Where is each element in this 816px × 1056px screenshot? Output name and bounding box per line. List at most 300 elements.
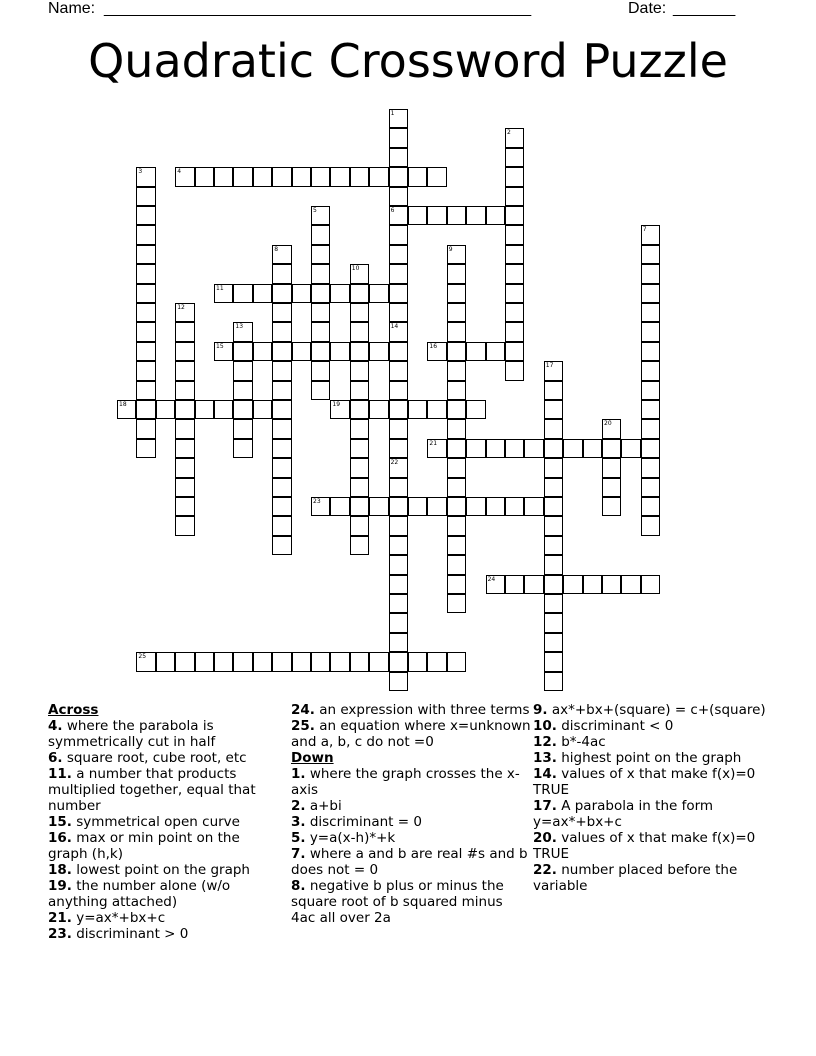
- crossword-cell[interactable]: [311, 322, 330, 341]
- crossword-cell[interactable]: [389, 361, 408, 380]
- crossword-cell[interactable]: [136, 400, 155, 419]
- crossword-cell[interactable]: [369, 497, 388, 516]
- crossword-cell[interactable]: [466, 497, 485, 516]
- crossword-cell[interactable]: [311, 245, 330, 264]
- crossword-cell[interactable]: [389, 342, 408, 361]
- crossword-cell[interactable]: [544, 633, 563, 652]
- clue-number: 18.: [48, 862, 72, 878]
- clue-number: 7.: [291, 846, 306, 862]
- crossword-cell[interactable]: [486, 342, 505, 361]
- crossword-cell[interactable]: [389, 439, 408, 458]
- crossword-cell[interactable]: [311, 225, 330, 244]
- crossword-cell[interactable]: [427, 400, 446, 419]
- crossword-cell[interactable]: [369, 652, 388, 671]
- crossword-cell[interactable]: [389, 206, 408, 225]
- crossword-cell[interactable]: [641, 264, 660, 283]
- crossword-cell[interactable]: [136, 381, 155, 400]
- crossword-cell[interactable]: [447, 575, 466, 594]
- crossword-cell[interactable]: [641, 439, 660, 458]
- crossword-cell[interactable]: [389, 187, 408, 206]
- crossword-cell[interactable]: [602, 419, 621, 438]
- crossword-cell[interactable]: [505, 187, 524, 206]
- crossword-cell[interactable]: [369, 284, 388, 303]
- crossword-cell[interactable]: [544, 555, 563, 574]
- crossword-cell[interactable]: [641, 361, 660, 380]
- crossword-cell[interactable]: [369, 400, 388, 419]
- crossword-cell[interactable]: [195, 167, 214, 186]
- crossword-cell[interactable]: [389, 478, 408, 497]
- crossword-cell[interactable]: [369, 342, 388, 361]
- crossword-cell[interactable]: [447, 478, 466, 497]
- crossword-cell[interactable]: [466, 206, 485, 225]
- crossword-cell[interactable]: [641, 284, 660, 303]
- crossword-cell[interactable]: [427, 497, 446, 516]
- crossword-cell[interactable]: [641, 458, 660, 477]
- crossword-cell[interactable]: [389, 264, 408, 283]
- name-label: Name:: [48, 0, 96, 17]
- clue: [533, 862, 773, 894]
- date-label: Date:: [628, 0, 667, 17]
- crossword-cell[interactable]: [311, 381, 330, 400]
- crossword-cell[interactable]: [447, 536, 466, 555]
- crossword-cell[interactable]: [466, 400, 485, 419]
- crossword-cell[interactable]: [272, 497, 291, 516]
- crossword-cell[interactable]: [136, 284, 155, 303]
- crossword-cell[interactable]: [389, 128, 408, 147]
- crossword-cell[interactable]: [447, 497, 466, 516]
- clue-number: 8: [274, 245, 279, 253]
- crossword-cell[interactable]: [350, 497, 369, 516]
- crossword-cell[interactable]: [233, 381, 252, 400]
- clue-text: negative b plus or minus the square root of b squared minus 4ac all over 2a: [291, 878, 504, 926]
- clue-number: 23.: [48, 926, 72, 942]
- crossword-cell[interactable]: [447, 303, 466, 322]
- clue-number: 1: [390, 110, 395, 117]
- crossword-cell[interactable]: [641, 419, 660, 438]
- crossword-cell[interactable]: [427, 167, 446, 186]
- crossword-cell[interactable]: [524, 575, 543, 594]
- crossword-cell[interactable]: [408, 400, 427, 419]
- crossword-cell[interactable]: [621, 575, 640, 594]
- crossword-cell[interactable]: [524, 497, 543, 516]
- crossword-cell[interactable]: [544, 497, 563, 516]
- crossword-cell[interactable]: [330, 284, 349, 303]
- crossword-cell[interactable]: [272, 284, 291, 303]
- crossword-cell[interactable]: [136, 342, 155, 361]
- clue-text: number placed before the variable: [533, 862, 738, 894]
- crossword-cell[interactable]: [544, 478, 563, 497]
- crossword-cell[interactable]: [466, 439, 485, 458]
- crossword-cell[interactable]: [272, 322, 291, 341]
- clue-text: where the graph crosses the x-axis: [291, 766, 520, 798]
- crossword-cell[interactable]: [544, 575, 563, 594]
- crossword-cell[interactable]: [253, 400, 272, 419]
- crossword-cell[interactable]: [427, 206, 446, 225]
- crossword-cell[interactable]: [505, 264, 524, 283]
- crossword-cell[interactable]: [389, 633, 408, 652]
- crossword-cell[interactable]: [505, 575, 524, 594]
- crossword-cell[interactable]: [350, 439, 369, 458]
- clue-number: 13: [235, 323, 244, 331]
- crossword-cell[interactable]: [447, 419, 466, 438]
- crossword-cell[interactable]: [505, 322, 524, 341]
- crossword-cell[interactable]: [175, 167, 194, 186]
- crossword-cell[interactable]: [544, 652, 563, 671]
- crossword-cell[interactable]: [233, 652, 252, 671]
- crossword-cell[interactable]: [563, 575, 582, 594]
- crossword-cell[interactable]: [389, 594, 408, 613]
- crossword-cell[interactable]: [330, 342, 349, 361]
- crossword-cell[interactable]: [311, 361, 330, 380]
- clue-text: values of x that make f(x)=0 TRUE: [533, 830, 756, 862]
- crossword-cell[interactable]: [447, 264, 466, 283]
- crossword-cell[interactable]: [544, 613, 563, 632]
- crossword-cell[interactable]: [272, 439, 291, 458]
- crossword-cell[interactable]: [408, 206, 427, 225]
- clue: [291, 814, 531, 830]
- crossword-cell[interactable]: [486, 206, 505, 225]
- crossword-cell[interactable]: [233, 361, 252, 380]
- crossword-cell[interactable]: [272, 458, 291, 477]
- crossword-cell[interactable]: [214, 167, 233, 186]
- crossword-cell[interactable]: [505, 225, 524, 244]
- crossword-cell[interactable]: [447, 361, 466, 380]
- crossword-cell[interactable]: [641, 497, 660, 516]
- crossword-cell[interactable]: [505, 167, 524, 186]
- crossword-cell[interactable]: [427, 439, 446, 458]
- crossword-cell[interactable]: [175, 381, 194, 400]
- clue-number: 2.: [291, 798, 306, 814]
- crossword-cell[interactable]: [408, 167, 427, 186]
- crossword-cell[interactable]: [272, 536, 291, 555]
- crossword-cell[interactable]: [447, 516, 466, 535]
- crossword-cell[interactable]: [350, 478, 369, 497]
- crossword-cell[interactable]: [136, 206, 155, 225]
- crossword-cell[interactable]: [292, 284, 311, 303]
- crossword-cell[interactable]: [389, 497, 408, 516]
- crossword-cell[interactable]: [486, 497, 505, 516]
- crossword-cell[interactable]: [292, 167, 311, 186]
- crossword-cell[interactable]: [214, 652, 233, 671]
- crossword-cell[interactable]: [350, 264, 369, 283]
- clue-text: the number alone (w/o anything attached): [48, 878, 231, 910]
- crossword-cell[interactable]: [233, 342, 252, 361]
- crossword-cell[interactable]: [233, 419, 252, 438]
- crossword-cell[interactable]: [175, 400, 194, 419]
- crossword-cell[interactable]: [389, 672, 408, 691]
- crossword-cell[interactable]: [505, 439, 524, 458]
- crossword-cell[interactable]: [544, 536, 563, 555]
- crossword-cell[interactable]: [175, 342, 194, 361]
- crossword-cell[interactable]: [272, 400, 291, 419]
- clue-number: 6.: [48, 750, 63, 766]
- crossword-cell[interactable]: [136, 419, 155, 438]
- clue-text: discriminant > 0: [71, 926, 189, 942]
- crossword-cell[interactable]: [330, 497, 349, 516]
- clue-number: 14: [390, 323, 399, 331]
- crossword-cell[interactable]: [272, 516, 291, 535]
- clue-text: max or min point on the graph (h,k): [48, 830, 240, 862]
- crossword-cell[interactable]: [136, 439, 155, 458]
- crossword-cell[interactable]: [505, 361, 524, 380]
- crossword-cell[interactable]: [408, 652, 427, 671]
- crossword-cell[interactable]: [621, 439, 640, 458]
- clue: [533, 766, 773, 798]
- crossword-cell[interactable]: [350, 303, 369, 322]
- crossword-cell[interactable]: [253, 342, 272, 361]
- crossword-cell[interactable]: [641, 245, 660, 264]
- crossword-cell[interactable]: [136, 245, 155, 264]
- crossword-cell[interactable]: [330, 167, 349, 186]
- crossword-cell[interactable]: [447, 206, 466, 225]
- clue: [48, 862, 278, 878]
- crossword-cell[interactable]: [389, 458, 408, 477]
- crossword-cell[interactable]: [466, 342, 485, 361]
- crossword-cell[interactable]: [389, 148, 408, 167]
- crossword-cell[interactable]: [447, 400, 466, 419]
- crossword-cell[interactable]: [563, 439, 582, 458]
- clue-number: 19: [332, 401, 341, 408]
- crossword-cell[interactable]: [175, 361, 194, 380]
- crossword-cell[interactable]: [389, 575, 408, 594]
- crossword-cell[interactable]: [486, 575, 505, 594]
- crossword-cell[interactable]: [175, 419, 194, 438]
- crossword-cell[interactable]: [583, 439, 602, 458]
- crossword-cell[interactable]: [350, 419, 369, 438]
- crossword-cell[interactable]: [136, 187, 155, 206]
- clue-number: 2: [507, 129, 511, 137]
- crossword-cell[interactable]: [311, 264, 330, 283]
- crossword-cell[interactable]: [389, 303, 408, 322]
- crossword-cell[interactable]: [136, 361, 155, 380]
- crossword-cell[interactable]: [350, 381, 369, 400]
- crossword-cell[interactable]: [447, 322, 466, 341]
- crossword-cell[interactable]: [389, 109, 408, 128]
- crossword-cell[interactable]: [544, 516, 563, 535]
- crossword-cell[interactable]: [214, 342, 233, 361]
- crossword-cell[interactable]: [369, 167, 388, 186]
- clue-number: 20: [604, 420, 612, 428]
- crossword-cell[interactable]: [505, 245, 524, 264]
- crossword-cell[interactable]: [195, 652, 214, 671]
- clue-number: 25.: [291, 718, 315, 734]
- crossword-cell[interactable]: [272, 167, 291, 186]
- crossword-cell[interactable]: [136, 303, 155, 322]
- crossword-cell[interactable]: [311, 342, 330, 361]
- crossword-cell[interactable]: [272, 361, 291, 380]
- crossword-cell[interactable]: [544, 419, 563, 438]
- crossword-cell[interactable]: [389, 167, 408, 186]
- crossword-cell[interactable]: [427, 652, 446, 671]
- clue-number: 22: [390, 459, 399, 467]
- crossword-cell[interactable]: [544, 400, 563, 419]
- crossword-cell[interactable]: [602, 439, 621, 458]
- crossword-cell[interactable]: [447, 652, 466, 671]
- crossword-cell[interactable]: [330, 652, 349, 671]
- crossword-cell[interactable]: [641, 322, 660, 341]
- crossword-cell[interactable]: [272, 478, 291, 497]
- crossword-cell[interactable]: [544, 439, 563, 458]
- date-field-line[interactable]: _______: [673, 0, 736, 17]
- clue-number: 14.: [533, 766, 557, 782]
- crossword-cell[interactable]: [641, 575, 660, 594]
- crossword-cell[interactable]: [311, 652, 330, 671]
- crossword-cell[interactable]: [136, 322, 155, 341]
- crossword-cell[interactable]: [233, 167, 252, 186]
- crossword-cell[interactable]: [641, 400, 660, 419]
- crossword-cell[interactable]: [214, 284, 233, 303]
- crossword-cell[interactable]: [136, 652, 155, 671]
- crossword-cell[interactable]: [350, 167, 369, 186]
- crossword-cell[interactable]: [233, 400, 252, 419]
- crossword-cell[interactable]: [233, 322, 252, 341]
- crossword-cell[interactable]: [350, 652, 369, 671]
- crossword-cell[interactable]: [330, 400, 349, 419]
- crossword-cell[interactable]: [389, 419, 408, 438]
- crossword-cell[interactable]: [641, 478, 660, 497]
- crossword-cell[interactable]: [350, 400, 369, 419]
- crossword-cell[interactable]: [311, 167, 330, 186]
- crossword-cell[interactable]: [272, 381, 291, 400]
- crossword-cell[interactable]: [602, 478, 621, 497]
- crossword-cell[interactable]: [175, 497, 194, 516]
- crossword-cell[interactable]: [175, 458, 194, 477]
- crossword-cell[interactable]: [447, 381, 466, 400]
- clue: [291, 878, 531, 926]
- crossword-cell[interactable]: [641, 225, 660, 244]
- crossword-cell[interactable]: [350, 322, 369, 341]
- clue-number: 5.: [291, 830, 306, 846]
- crossword-cell[interactable]: [583, 575, 602, 594]
- crossword-cell[interactable]: [408, 497, 427, 516]
- crossword-cell[interactable]: [350, 361, 369, 380]
- crossword-cell[interactable]: [156, 652, 175, 671]
- crossword-cell[interactable]: [641, 381, 660, 400]
- crossword-cell[interactable]: [272, 419, 291, 438]
- crossword-cell[interactable]: [253, 652, 272, 671]
- across-clue-list: [48, 718, 278, 942]
- crossword-cell[interactable]: [389, 613, 408, 632]
- crossword-cell[interactable]: [447, 439, 466, 458]
- crossword-cell[interactable]: [175, 439, 194, 458]
- crossword-cell[interactable]: [602, 575, 621, 594]
- crossword-cell[interactable]: [544, 594, 563, 613]
- crossword-cell[interactable]: [389, 555, 408, 574]
- crossword-cell[interactable]: [175, 478, 194, 497]
- crossword-cell[interactable]: [156, 400, 175, 419]
- crossword-cell[interactable]: [389, 322, 408, 341]
- crossword-cell[interactable]: [505, 284, 524, 303]
- crossword-cell[interactable]: [195, 400, 214, 419]
- crossword-cell[interactable]: [447, 245, 466, 264]
- crossword-cell[interactable]: [136, 225, 155, 244]
- crossword-cell[interactable]: [447, 594, 466, 613]
- crossword-cell[interactable]: [272, 264, 291, 283]
- crossword-cell[interactable]: [175, 516, 194, 535]
- crossword-cell[interactable]: [214, 400, 233, 419]
- crossword-cell[interactable]: [602, 458, 621, 477]
- crossword-cell[interactable]: [389, 400, 408, 419]
- crossword-cell[interactable]: [505, 148, 524, 167]
- crossword-cell[interactable]: [389, 225, 408, 244]
- clue: [533, 702, 773, 718]
- crossword-cell[interactable]: [311, 497, 330, 516]
- crossword-cell[interactable]: [136, 167, 155, 186]
- crossword-cell[interactable]: [292, 652, 311, 671]
- crossword-cell[interactable]: [175, 652, 194, 671]
- clue: [533, 750, 773, 766]
- crossword-cell[interactable]: [233, 439, 252, 458]
- crossword-cell[interactable]: [389, 652, 408, 671]
- clue-number: 17.: [533, 798, 557, 814]
- clue: [533, 798, 773, 830]
- crossword-cell[interactable]: [447, 284, 466, 303]
- crossword-cell[interactable]: [427, 342, 446, 361]
- crossword-cell[interactable]: [272, 652, 291, 671]
- crossword-cell[interactable]: [350, 536, 369, 555]
- crossword-cell[interactable]: [641, 516, 660, 535]
- crossword-cell[interactable]: [389, 516, 408, 535]
- crossword-cell[interactable]: [117, 400, 136, 419]
- crossword-cell[interactable]: [233, 284, 252, 303]
- crossword-cell[interactable]: [272, 245, 291, 264]
- clue-text: a+bi: [305, 798, 342, 814]
- crossword-cell[interactable]: [505, 303, 524, 322]
- crossword-cell[interactable]: [505, 206, 524, 225]
- crossword-cell[interactable]: [389, 536, 408, 555]
- crossword-cell[interactable]: [350, 516, 369, 535]
- crossword-cell[interactable]: [272, 303, 291, 322]
- clue-text: a number that products multiplied together, equal that number: [48, 766, 256, 814]
- name-field-line[interactable]: ________________________________________________: [104, 0, 532, 17]
- crossword-cell[interactable]: [486, 439, 505, 458]
- crossword-cell[interactable]: [350, 284, 369, 303]
- crossword-cell[interactable]: [602, 497, 621, 516]
- crossword-cell[interactable]: [136, 264, 155, 283]
- clue-text: highest point on the graph: [556, 750, 742, 766]
- crossword-cell[interactable]: [272, 342, 291, 361]
- crossword-cell[interactable]: [350, 342, 369, 361]
- crossword-cell[interactable]: [544, 458, 563, 477]
- crossword-cell[interactable]: [505, 128, 524, 147]
- crossword-cell[interactable]: [641, 342, 660, 361]
- crossword-cell[interactable]: [292, 342, 311, 361]
- crossword-cell[interactable]: [524, 439, 543, 458]
- crossword-cell[interactable]: [389, 381, 408, 400]
- crossword-cell[interactable]: [389, 245, 408, 264]
- crossword-cell[interactable]: [350, 458, 369, 477]
- crossword-cell[interactable]: [311, 284, 330, 303]
- crossword-cell[interactable]: [544, 381, 563, 400]
- crossword-cell[interactable]: [505, 497, 524, 516]
- crossword-cell[interactable]: [447, 555, 466, 574]
- crossword-cell[interactable]: [544, 672, 563, 691]
- crossword-cell[interactable]: [311, 206, 330, 225]
- crossword-cell[interactable]: [253, 167, 272, 186]
- crossword-cell[interactable]: [311, 303, 330, 322]
- crossword-cell[interactable]: [544, 361, 563, 380]
- crossword-cell[interactable]: [641, 303, 660, 322]
- clue-number: 1.: [291, 766, 306, 782]
- crossword-cell[interactable]: [505, 342, 524, 361]
- crossword-cell[interactable]: [389, 284, 408, 303]
- crossword-cell[interactable]: [447, 342, 466, 361]
- crossword-cell[interactable]: [175, 322, 194, 341]
- crossword-cell[interactable]: [253, 284, 272, 303]
- clue: [291, 718, 531, 750]
- crossword-cell[interactable]: [447, 458, 466, 477]
- crossword-cell[interactable]: [175, 303, 194, 322]
